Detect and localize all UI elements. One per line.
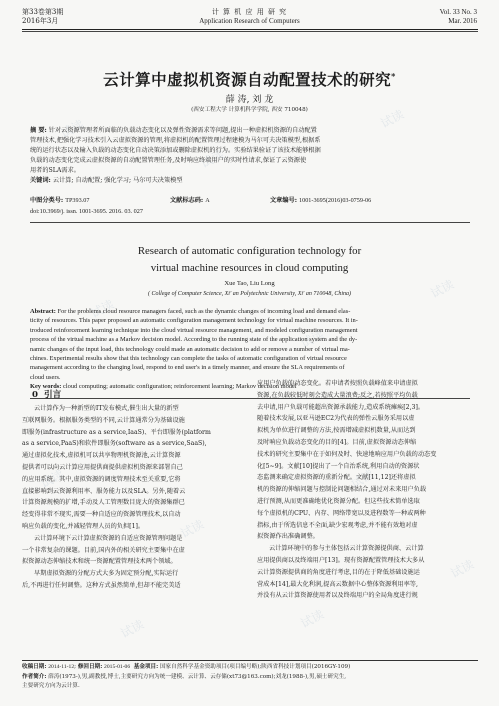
date-en: Mar. 2016 <box>448 17 477 25</box>
fund-text: 国家自然科学基金资助项目(项目编号略);陕西省科技计划项目(2016GY-109) <box>159 664 351 670</box>
body-right-line: 并没有从云计算资源使用者以及终端用户的全局角度进行规 <box>257 592 418 600</box>
body-left-line: 云计算环境下云计算虚拟资源的自适应资源管理问题是 <box>34 534 183 542</box>
body-right-line: 拟机为单位进行调整的方法,按需增减虚拟机数量,从而达到 <box>257 427 416 435</box>
article-title-text: 云计算中虚拟机资源自动配置技术的研究 <box>103 70 392 89</box>
footnote-rule <box>22 660 478 661</box>
body-right-line: 化[5~9]。文献[10]提出了一个自治系统,利用自动的资源状 <box>257 462 420 470</box>
volume-en: Vol. 33 No. 3 <box>439 8 477 16</box>
body-right-line: 随着技术发展,以亚马逊EC2为代表的弹性云服务采用以虚 <box>257 415 415 423</box>
body-right-line: 拟资源作出准确调整。 <box>257 533 319 541</box>
body-right-line: 云计算环境中的参与主体包括云计算资源提供商、云计算 <box>269 545 424 553</box>
body-right-line: 态监测来确定虚拟资源的重新分配。文献[11,12]还将虚拟 <box>257 474 416 482</box>
journal-name-cn: 计 算 机 应 用 研 究 <box>211 8 288 16</box>
body-right-line: 机的资源的伸缩问题与控制论问题相结合,通过对未来用户负载 <box>257 486 427 494</box>
keywords-cn-line <box>30 176 472 186</box>
body-right-line: 及时响应负载动态变化的目的[4]。目前,虚拟资源动态伸缩 <box>257 438 417 446</box>
abstract-cn-line-5: 用者的SLA需求。 <box>30 167 80 174</box>
article-no-field <box>270 196 371 206</box>
watermark-mark: 试读 <box>198 147 227 171</box>
header-rule <box>22 29 478 30</box>
watermark-mark: 试读 <box>298 607 327 631</box>
abstract-cn-label: 摘 要: <box>30 127 47 134</box>
body-left-line: 提供者可以向云计算应用提供商提供虚拟机资源来部署自己 <box>22 463 183 471</box>
body-left-line: 后,不再进行任何调整。这种方式虽然简单,但却不能完美适 <box>22 581 181 589</box>
abstract-cn <box>30 126 472 186</box>
keywords-cn: 云计算; 自动配置; 强化学习; 马尔可夫决策模型 <box>52 177 183 184</box>
abstract-cn-line-1 <box>30 126 472 136</box>
body-right-line: 每个虚拟机的CPU、内存、网络带宽以及进程数等一种或两种 <box>257 509 426 517</box>
body-right-line: 指标,由于所选信息不全面,缺少宏观考虑,并不能有效地对虚 <box>257 521 418 529</box>
bio-line-1: 薛涛(1973-),男,副教授,博士,主要研究方向为统一建模、云计算、云存储(xt73@163.com);刘龙(1988-),男,硕士研究生, <box>48 673 347 680</box>
body-left-line: 云计算作为一种新型的IT发布模式,催生出大量的新型 <box>34 405 179 412</box>
authors-cn: 薛 涛, 刘 龙 <box>225 95 274 105</box>
body-left-line: as a service,PaaS)和软件即服务(software as a service,SaaS), <box>22 440 207 448</box>
keywords-en: cloud computing; automatic configuration; reinforcement learning; Markov decision model <box>63 383 297 391</box>
abstract-cn-line-2: 管理技术,把强化学习技术引入云虚拟资源的管理,将虚拟机的配置管理过程建模为马尔可夫决策模型,根据系 <box>30 137 321 144</box>
body-left-line: 早期虚拟资源的分配方式大多为固定预分配,实际运行 <box>34 570 179 578</box>
clc-value: TP393.07 <box>65 197 90 204</box>
revised-label: 修回日期: <box>77 664 103 670</box>
article-no-label: 文章编号: <box>270 197 298 204</box>
body-left-line: 互联网服务。根据服务类型的不同,云计算通常分为基础设施 <box>22 416 185 424</box>
title-en-line-2: virtual machine resources in cloud computing <box>150 262 349 274</box>
watermark-mark: 试读 <box>88 297 117 321</box>
watermark-mark: 试读 <box>428 277 457 301</box>
doi: doi:10.3969/j. issn. 1001-3695. 2016. 03. 027 <box>30 208 143 215</box>
body-left-line: 即服务(infrastructure as a service,IaaS)、平台即服务(platform <box>22 428 211 436</box>
journal-name-en: Application Research of Computers <box>199 17 300 25</box>
body-right-line: 进行预测,从而更准确地优化资源分配。但这些技术简单选取 <box>257 497 420 505</box>
keywords-en-label: Key words: <box>30 383 62 391</box>
body-left-line: 响应负载的变化,并减轻管理人员的负担[1]。 <box>22 522 145 530</box>
abstract-en-text: For the problems cloud resource managers faced, such as the dynamic changes of incoming load and demand elas- <box>57 308 351 315</box>
body-right-line: 资源,在负载较低时刻会造成大量浪费;反之,若按照平均负载 <box>257 391 418 399</box>
abstract-cn-line-4: 负载的动态变化完成云虚拟资源的自动配置管理任务,及时响应终端用户的实时性请求,保证了云资源使 <box>30 157 307 164</box>
body-left-line: 直接影响到云资源利用率、服务能力以及SLA。另外,随着云 <box>22 487 186 495</box>
clc-field <box>30 196 89 206</box>
body-right-line: 应用提供商以及终端用户[13]。现有资源配置管理技术大多从 <box>257 556 425 564</box>
author-bio <box>22 673 478 683</box>
body-right-line: 去申请,用户负载可能超出资源承载能力,造成系统瘫痪[2,3]。 <box>257 403 425 411</box>
bio-line-2: 主要研究方向为云计算. <box>22 683 80 690</box>
affiliation-cn: (西安工程大学 计算机科学学院, 西安 710048) <box>191 107 308 113</box>
authors-en: Xue Tao, Liu Long <box>224 280 275 287</box>
body-right-line: 应用户负载的动态变化。若申请者按照负载峰值来申请虚拟 <box>257 380 418 387</box>
abstract-en-line-4: process of the virtual machine as a Markov decision model. According to the running state of the application system and the dy- <box>30 336 358 344</box>
doc-code-value: A <box>205 197 210 204</box>
abstract-en-line-3: troduced reinforcement learning technique into the cloud virtual resource management, and modeled configuration management <box>30 326 358 334</box>
body-right-column <box>257 378 478 602</box>
body-left-line: 一个非常复杂的课题。目前,国内外的相关研究主要集中在虚 <box>22 546 185 554</box>
abstract-en-line-8: cloud users. <box>30 373 61 381</box>
clc-label: 中图分类号: <box>30 197 64 204</box>
doc-code-field <box>170 196 210 206</box>
body-left-line: 的应用系统。其中,虚拟资源的调度管理技术至关重要,它将 <box>22 475 181 483</box>
watermark-mark: 试读 <box>178 517 207 541</box>
body-left-line: 经变得非常不现实,需要一种自适应的资源管理技术,以自动 <box>22 511 181 519</box>
abstract-cn-text: 针对云资源管理者所面临的负载动态变化以及弹性资源需求等问题,提出一种虚拟机资源的自动配置 <box>48 127 317 134</box>
watermark-mark: 试读 <box>348 467 377 491</box>
title-en-line-1: Research of automatic configuration technology for <box>137 245 362 257</box>
body-left-column <box>22 403 243 592</box>
watermark-mark: 试读 <box>448 557 477 581</box>
abstract-en-label: Abstract: <box>30 308 56 315</box>
article-title-cn <box>0 68 499 90</box>
section-title: 引言 <box>43 390 62 400</box>
abstract-en-line-2: ticity of resources. This paper proposed an automatic configuration management technology for virtual machine resources. It in- <box>30 317 358 325</box>
received-label: 收稿日期: <box>22 664 47 670</box>
footnote-dates: 收稿日期: 2014-11-12; 修回日期: 2015-01-06 基金项目: 国家自然科学基金资助项目(项目编号略);陕西省科技计划项目(2016GY-109) <box>22 664 351 670</box>
body-left-line: 计算资源规模的扩增,手动及人工管理数目庞大的资源集群已 <box>22 499 185 507</box>
body-left-line: 拟资源动态伸缩技术和统一资源配置管理技术两个领域。 <box>22 558 177 566</box>
watermark-mark: 试读 <box>378 107 407 131</box>
body-right-line: 营成本[14],最大化利润,提高云数据中心整体资源利用率等, <box>257 580 418 588</box>
section-number: 0 <box>32 390 38 400</box>
body-right-line: 技术的研究主要集中在于如何及时、快速地响应用户负载的动态变 <box>257 450 437 458</box>
abstract-en-line-5: namic changes of the input load, this technology could made an automatic decision to add or remove a number of virtual ma- <box>30 345 350 353</box>
abstract-en-line-1 <box>30 307 472 316</box>
abstract-rule <box>30 222 470 223</box>
watermark-mark: 试读 <box>298 327 327 351</box>
keywords-cn-label: 关键词: <box>30 177 51 184</box>
doc-code-label: 文献标志码: <box>170 197 204 204</box>
title-footnote-mark: * <box>391 70 396 81</box>
bio-label: 作者简介: <box>22 673 47 680</box>
section-heading <box>32 388 61 400</box>
abstract-cn-line-3: 统的运行状态以及输入负载的动态变化自动决策添加或删除虚拟机的行为。实验结果验证了该技术能够根据 <box>30 147 321 154</box>
article-no-value: 1001-3695(2016)03-0759-06 <box>299 197 372 204</box>
abstract-en-line-6: chines. Experimental results show that this technology can complete the tasks of automatic configuration of virtual resource <box>30 355 347 363</box>
fund-label: 基金项目: <box>133 664 159 670</box>
body-right-line: 云计算资源提供商的角度进行考虑,目的在于降低基础设施运 <box>257 568 420 576</box>
watermark-mark: 试读 <box>118 617 147 641</box>
body-left-line: 通过虚拟化技术,虚拟机可以共享物理机资源池,云计算资源 <box>22 452 181 460</box>
abstract-en-line-7: management according to the changing load, respond to end user's in a timely manner, and ensure the SLA requirements of <box>30 364 345 372</box>
footnote <box>22 663 478 692</box>
watermark-mark: 试读 <box>58 117 87 141</box>
received-date: 2014-11-12 <box>48 664 75 670</box>
article-title-en <box>0 243 499 277</box>
affiliation-en: ( College of Computer Science, Xi' an Polytechnic University, Xi' an 710048, China) <box>147 291 352 297</box>
date-cn: 2016年3月 <box>22 17 59 25</box>
watermark-mark: 试读 <box>38 467 67 491</box>
revised-date: 2015-01-06 <box>104 664 131 670</box>
volume-cn: 第33卷第3期 <box>22 8 64 16</box>
header-rule-thin <box>22 31 478 32</box>
